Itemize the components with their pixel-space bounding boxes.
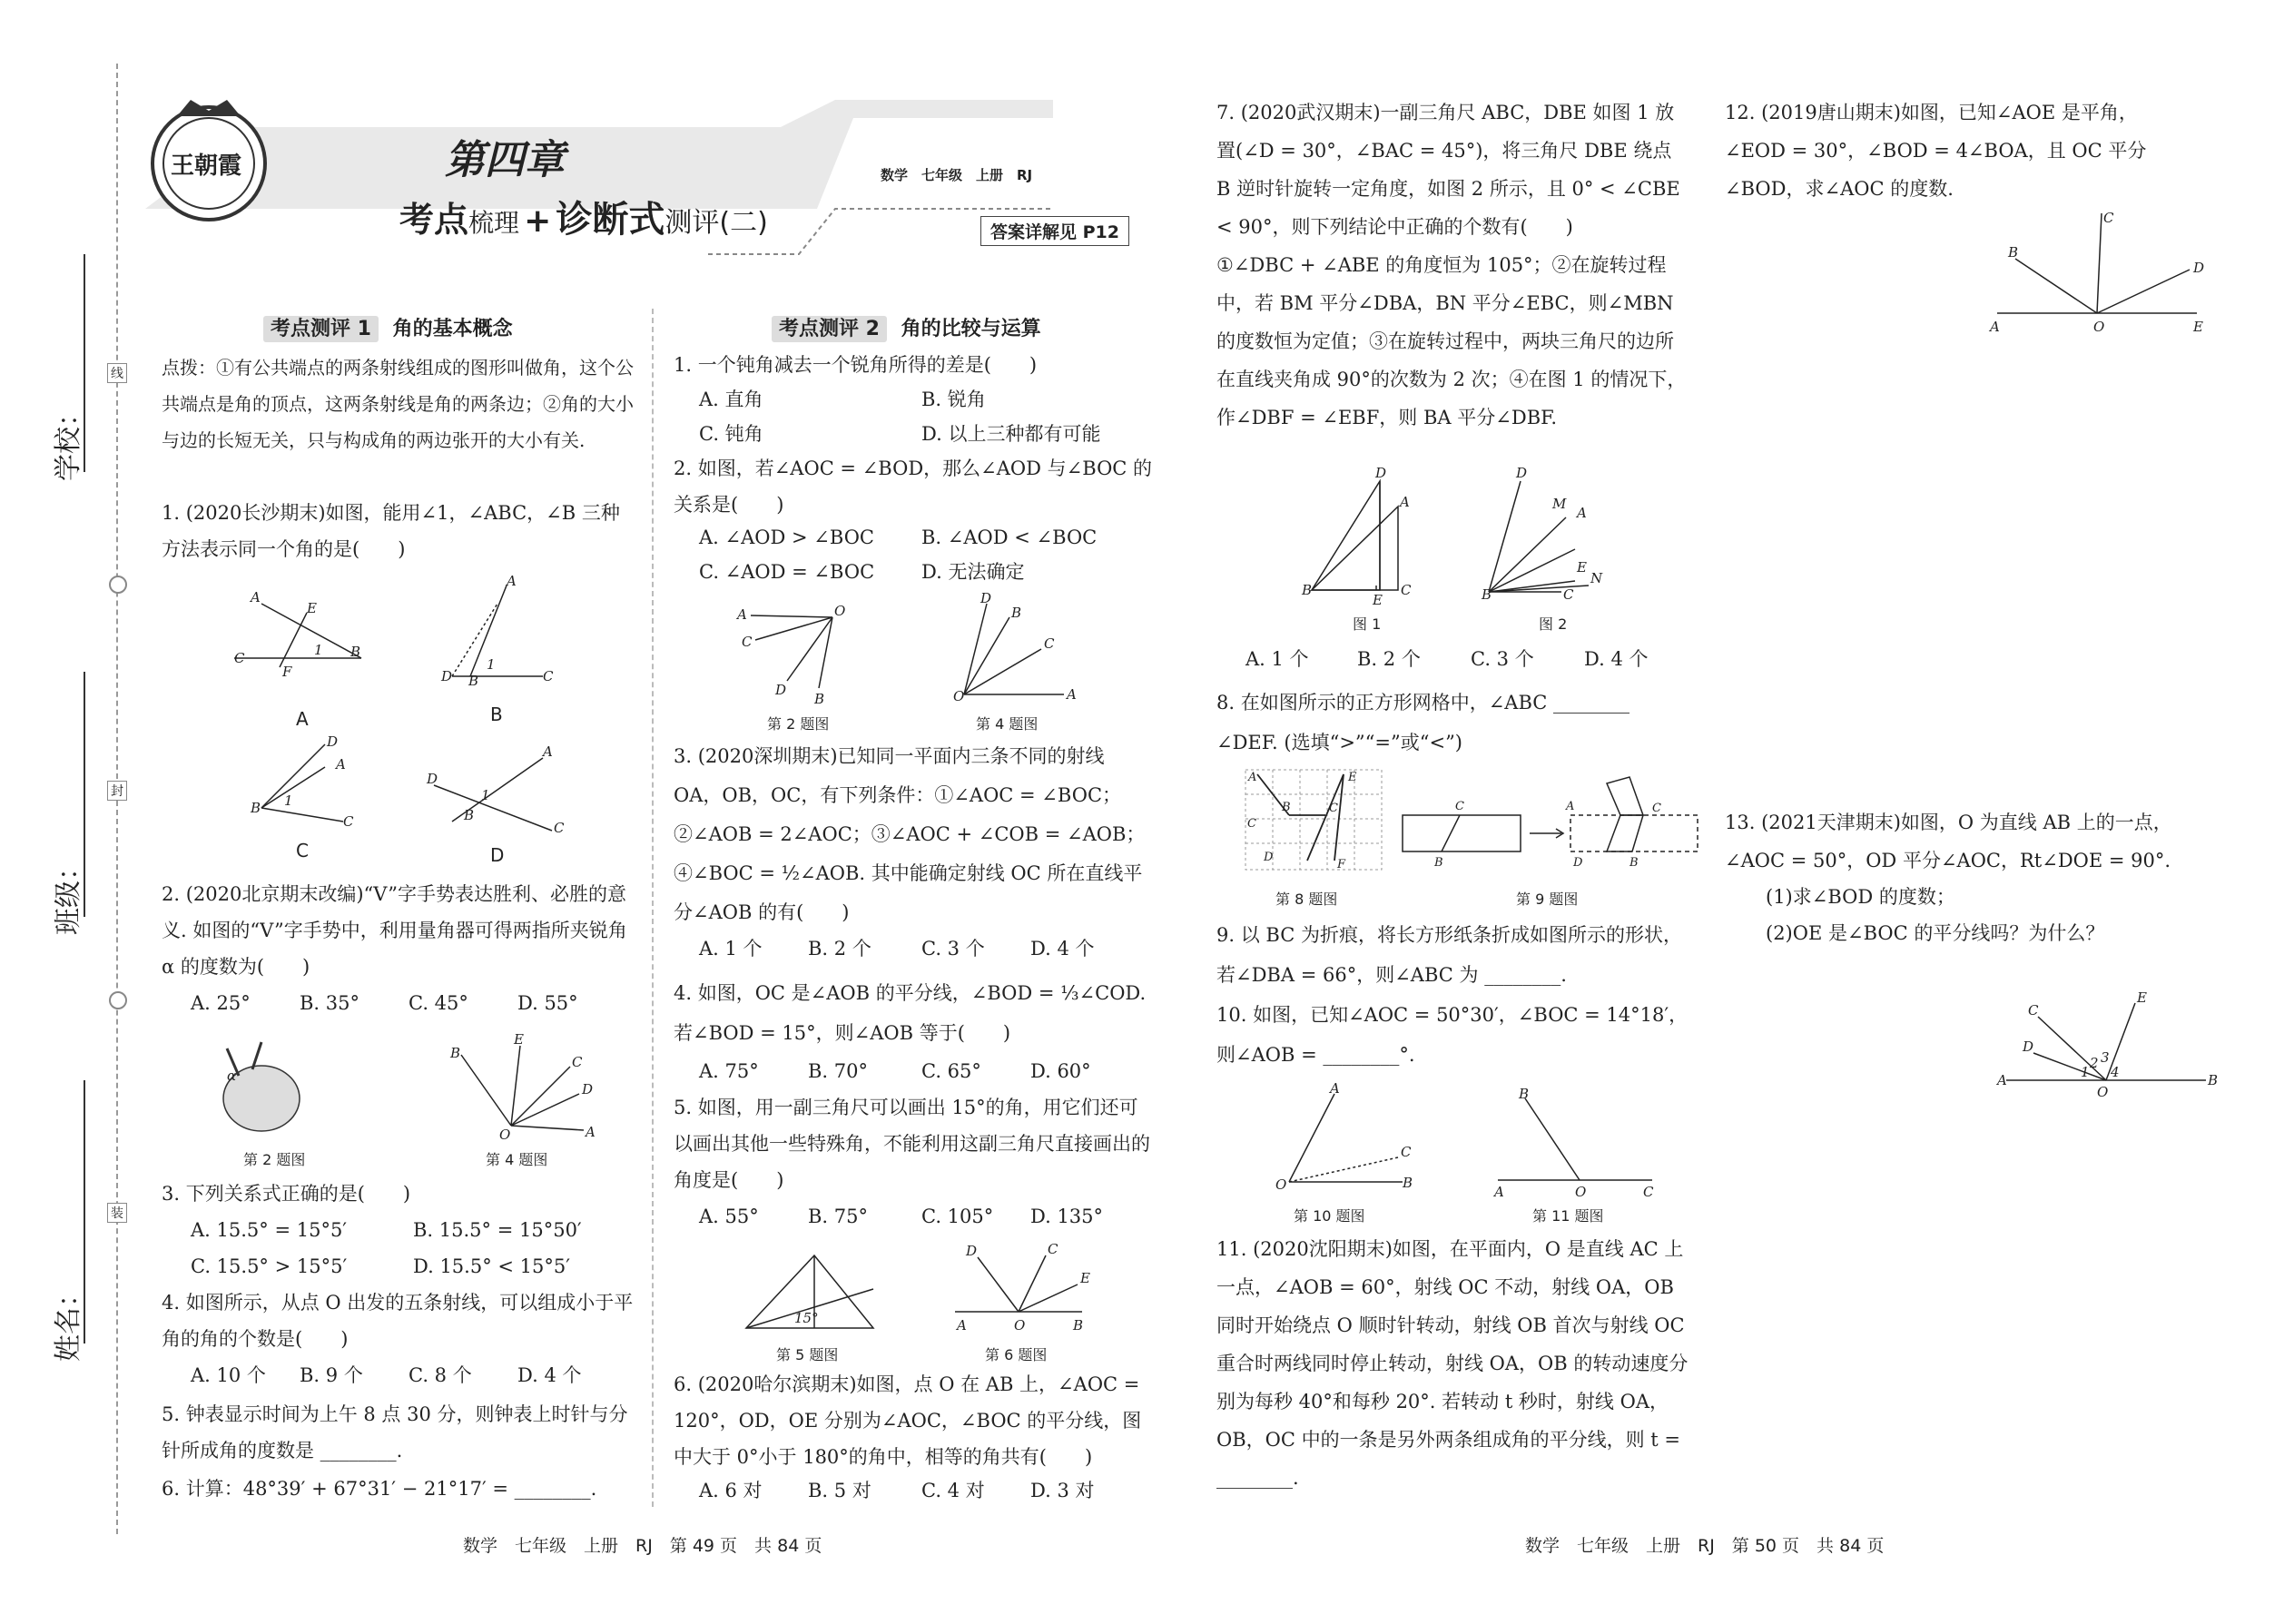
r-question-10: 10. 如图，已知∠AOC = 50°30′，∠BOC = 14°18′，则∠AOB = ________°.	[1216, 1004, 1689, 1066]
s2-q2-q4-figures	[674, 590, 1155, 708]
svg-text:C: C	[1652, 802, 1661, 815]
svg-text:C: C	[1563, 586, 1574, 603]
r-q13-figure	[1988, 989, 2242, 1107]
r-question-13: 13. (2021天津期末)如图，O 为直线 AB 上的一点，∠AOC = 50°，OD 平分∠AOC，Rt∠DOE = 90°.	[1725, 812, 2172, 871]
s2-q6-option-c: C. 4 对	[921, 1480, 985, 1501]
svg-text:C: C	[742, 634, 753, 650]
r-question-9: 9. 以 BC 为折痕，将长方形纸条折成如图所示的形状，若∠DBA = 66°，则∠ABC 为 ________.	[1216, 924, 1682, 986]
svg-text:A: A	[543, 743, 553, 760]
page-footer-left: 数学 七年级 上册 RJ 第 49 页 共 84 页	[463, 1536, 822, 1556]
hole-icon	[109, 991, 127, 1009]
svg-text:O: O	[1275, 1176, 1287, 1193]
r-q7-option-c: C. 3 个	[1471, 648, 1534, 670]
svg-text:B: B	[1434, 856, 1443, 870]
r-q13-subquestion-2: (2)OE 是∠BOC 的平分线吗？为什么？	[1766, 922, 2105, 944]
s1-q4-option-d: D. 4 个	[517, 1364, 582, 1386]
s1-question-2: 2. (2020北京期末改编)“V”字手势表达胜利、必胜的意义. 如图的“V”字手势中，利用量角器可得两指所夹锐角 α 的度数为( )	[162, 883, 634, 978]
s2-q5-option-d: D. 135°	[1030, 1206, 1104, 1227]
svg-text:C: C	[543, 668, 554, 684]
s1-q2-option-c: C. 45°	[409, 992, 468, 1014]
s1-question-6: 6. 计算：48°39′ + 67°31′ − 21°17′ = ________.	[162, 1478, 597, 1500]
answer-ref: 答案详解见 P12	[980, 216, 1129, 246]
svg-text:A: A	[1577, 505, 1587, 521]
svg-text:A: A	[1566, 800, 1575, 813]
svg-text:C: C	[1247, 817, 1256, 831]
s2-q3-option-c: C. 3 个	[921, 938, 985, 960]
s2-q5-q6-figures	[674, 1239, 1155, 1339]
svg-text:4: 4	[2111, 1064, 2120, 1080]
s2-q5-caption: 第 5 题图	[776, 1346, 839, 1363]
s1-q2-caption: 第 2 题图	[243, 1151, 306, 1168]
svg-text:B: B	[1282, 801, 1291, 814]
svg-text:α: α	[227, 1068, 237, 1084]
svg-text:D: D	[1516, 465, 1528, 481]
s2-q4-option-d: D. 60°	[1030, 1060, 1091, 1082]
s1-q1-label-a: A	[296, 708, 309, 730]
svg-text:A: A	[1248, 771, 1257, 784]
r-q13-subquestion-1: (1)求∠BOD 的度数；	[1766, 886, 1955, 908]
section2-heading: 角的比较与运算	[901, 318, 1041, 340]
svg-text:D: D	[427, 771, 438, 787]
r-q11-caption: 第 11 题图	[1532, 1207, 1604, 1225]
section1-tag: 考点测评 1	[263, 316, 379, 342]
name-line	[84, 1080, 85, 1343]
svg-text:C: C	[1643, 1184, 1654, 1200]
r-q8-caption: 第 8 题图	[1275, 891, 1338, 908]
svg-text:1: 1	[487, 656, 496, 673]
name-label: 姓名：	[53, 1280, 84, 1362]
svg-text:E: E	[1577, 559, 1587, 576]
s1-q4-caption: 第 4 题图	[486, 1151, 548, 1168]
svg-text:B: B	[1482, 586, 1492, 603]
svg-text:O: O	[834, 603, 846, 619]
section2-tag: 考点测评 2	[772, 316, 887, 342]
s2-q2-option-d: D. 无法确定	[921, 561, 1025, 583]
s2-q3-option-b: B. 2 个	[808, 938, 871, 960]
s1-question-4: 4. 如图所示，从点 O 出发的五条射线，可以组成小于平角的角的个数是( )	[162, 1292, 634, 1350]
hole-icon	[109, 576, 127, 594]
s2-q6-option-d: D. 3 对	[1030, 1480, 1095, 1501]
s1-q2-option-b: B. 35°	[300, 992, 360, 1014]
s1-q2-q4-figures	[162, 1026, 634, 1144]
svg-text:A: A	[251, 589, 261, 605]
section1-tip: 点拨：①有公共端点的两条射线组成的图形叫做角，这个公共端点是角的顶点，这两条射线是角的两条边；②角的大小与边的长短无关，只与构成角的两边张开的大小有关.	[162, 357, 634, 451]
s2-question-3: 3. (2020深圳期末)已知同一平面内三条不同的射线 OA，OB，OC，有下列条件：①∠AOC = ∠BOC；②∠AOB = 2∠AOC；③∠AOC + ∠COB = ∠AOB；④∠BOC = ½∠AOB. 其中能确定射线 OC 所在直线平分∠AOB 的有( )	[674, 745, 1146, 923]
r-q7-option-d: D. 4 个	[1584, 648, 1649, 670]
seal-box-3: 装	[107, 1203, 127, 1223]
svg-text:C: C	[1048, 1241, 1058, 1257]
r-question-12: 12. (2019唐山期末)如图，已知∠AOE 是平角，∠EOD = 30°，∠BOD = 4∠BOA，且 OC 平分∠BOD，求∠AOC 的度数.	[1725, 102, 2147, 200]
s2-q1-option-c: C. 钝角	[699, 423, 763, 445]
svg-text:1: 1	[284, 792, 293, 809]
s2-q1-option-d: D. 以上三种都有可能	[921, 423, 1101, 445]
s2-q6-caption: 第 6 题图	[985, 1346, 1048, 1363]
svg-text:B: B	[468, 673, 479, 689]
svg-text:D: D	[775, 682, 787, 698]
school-line	[84, 254, 85, 472]
s1-q3-option-c: C. 15.5° > 15°5′	[191, 1255, 348, 1277]
s1-q4-option-a: A. 10 个	[191, 1364, 266, 1386]
r-q7-option-a: A. 1 个	[1245, 648, 1309, 670]
r-q7-figures	[1216, 463, 1689, 608]
s1-q1-figures	[162, 567, 634, 867]
class-label: 班级：	[53, 853, 84, 935]
svg-text:B: B	[1519, 1086, 1530, 1102]
s1-q3-option-a: A. 15.5° = 15°5′	[191, 1219, 348, 1241]
s2-q4-option-b: B. 70°	[808, 1060, 869, 1082]
grade-tag: 数学 七年级 上册 RJ	[881, 167, 1033, 183]
r-q12-figure	[1979, 204, 2269, 349]
svg-text:C: C	[1401, 582, 1412, 598]
svg-text:O: O	[499, 1127, 511, 1143]
s2-question-5: 5. 如图，用一副三角尺可以画出 15°的角，用它们还可以画出其他一些特殊角，不能利用这副三角尺直接画出的角度是( )	[674, 1097, 1150, 1191]
s2-q3-option-d: D. 4 个	[1030, 938, 1095, 960]
svg-text:2: 2	[2090, 1055, 2099, 1071]
r-q7-caption-1: 图 1	[1353, 615, 1382, 633]
s2-q1-option-b: B. 锐角	[921, 389, 986, 410]
svg-text:A: A	[1067, 686, 1077, 703]
s2-q2-option-a: A. ∠AOD > ∠BOC	[699, 527, 874, 548]
page-footer-right: 数学 七年级 上册 RJ 第 50 页 共 84 页	[1525, 1536, 1885, 1556]
svg-text:A: A	[1990, 319, 2000, 335]
svg-text:C: C	[554, 820, 565, 836]
svg-text:C: C	[343, 813, 354, 830]
v-sign-hand-icon	[223, 1042, 300, 1131]
svg-text:15°: 15°	[794, 1310, 819, 1326]
s2-question-4: 4. 如图，OC 是∠AOB 的平分线，∠BOD = ⅓∠COD. 若∠BOD = 15°，则∠AOB 等于( )	[674, 982, 1152, 1044]
svg-text:D: D	[2193, 260, 2205, 276]
r-q7-caption-2: 图 2	[1539, 615, 1568, 633]
svg-text:O: O	[2093, 319, 2105, 335]
s1-question-5: 5. 钟表显示时间为上午 8 点 30 分，则钟表上时针与分针所成角的度数是 ________.	[162, 1403, 628, 1462]
section1-heading: 角的基本概念	[392, 318, 513, 340]
svg-text:A: A	[1330, 1080, 1340, 1097]
s2-q6-option-b: B. 5 对	[808, 1480, 871, 1501]
svg-text:3: 3	[2101, 1049, 2110, 1066]
s2-q5-option-b: B. 75°	[808, 1206, 869, 1227]
svg-text:B: B	[814, 691, 825, 707]
svg-text:A: A	[586, 1124, 596, 1140]
seal-box-1: 线	[107, 363, 127, 383]
svg-text:B: B	[1403, 1175, 1413, 1191]
s1-q2-option-d: D. 55°	[517, 992, 578, 1014]
svg-text:B: B	[464, 807, 475, 823]
s2-q6-option-a: A. 6 对	[699, 1480, 763, 1501]
binding-margin	[0, 0, 127, 1543]
svg-text:A: A	[507, 573, 517, 589]
s1-q3-option-b: B. 15.5° = 15°50′	[413, 1219, 582, 1241]
s1-q1-label-b: B	[490, 704, 503, 725]
svg-text:D: D	[1264, 851, 1274, 864]
s1-question-3: 3. 下列关系式正确的是( )	[162, 1183, 411, 1205]
s1-q1-label-d: D	[490, 844, 505, 866]
r-q10-caption: 第 10 题图	[1294, 1207, 1365, 1225]
svg-text:1: 1	[481, 787, 490, 803]
svg-text:O: O	[2097, 1084, 2109, 1100]
svg-text:A: A	[737, 606, 747, 623]
svg-text:1: 1	[314, 642, 323, 658]
svg-text:F: F	[282, 664, 292, 680]
class-line	[84, 672, 85, 917]
svg-text:E: E	[1080, 1270, 1090, 1286]
s1-q1-label-c: C	[296, 840, 309, 861]
svg-text:C: C	[2103, 210, 2114, 226]
s1-q4-option-b: B. 9 个	[300, 1364, 363, 1386]
s2-q2-caption: 第 2 题图	[767, 715, 830, 733]
s2-question-6: 6. (2020哈尔滨期末)如图，点 O 在 AB 上，∠AOC = 120°，OD，OE 分别为∠AOC，∠BOC 的平分线，图中大于 0°小于 180°的角中，相等的角共有( )	[674, 1373, 1147, 1468]
s2-q5-option-c: C. 105°	[921, 1206, 994, 1227]
svg-text:C: C	[1044, 635, 1055, 652]
column-divider	[652, 309, 654, 1507]
svg-text:E: E	[1348, 771, 1357, 784]
svg-text:A: A	[1400, 494, 1410, 510]
svg-text:D: D	[2023, 1038, 2034, 1055]
chapter-title: 第四章	[445, 137, 565, 183]
svg-text:D: D	[441, 668, 453, 684]
svg-text:B: B	[1073, 1317, 1084, 1334]
svg-text:O: O	[953, 688, 965, 704]
svg-text:C: C	[234, 650, 245, 666]
svg-text:1: 1	[2081, 1064, 2090, 1080]
s2-question-1: 1. 一个钝角减去一个锐角所得的差是( )	[674, 354, 1038, 376]
s2-q4-option-c: C. 65°	[921, 1060, 981, 1082]
section2-title	[772, 313, 1041, 341]
svg-text:A: A	[1494, 1184, 1504, 1200]
svg-text:E: E	[2193, 319, 2203, 335]
svg-text:B: B	[1629, 856, 1639, 870]
svg-text:B: B	[251, 800, 261, 816]
svg-text:D: D	[1375, 465, 1387, 481]
svg-text:C: C	[1455, 800, 1464, 813]
s1-question-1: 1. (2020长沙期末)如图，能用∠1，∠ABC，∠B 三种方法表示同一个角的是( )	[162, 502, 620, 560]
svg-text:B: B	[2008, 244, 2019, 261]
svg-text:C: C	[1329, 802, 1338, 815]
s2-q4-option-a: A. 75°	[699, 1060, 759, 1082]
svg-text:C: C	[2028, 1002, 2039, 1019]
svg-text:C: C	[1401, 1144, 1412, 1160]
r-q10-q11-figures	[1216, 1080, 1689, 1198]
svg-text:D: D	[327, 733, 339, 750]
svg-text:N: N	[1590, 570, 1603, 586]
r-q8-q9-figures	[1216, 761, 1689, 879]
svg-text:A: A	[957, 1317, 967, 1334]
svg-text:D: D	[980, 590, 992, 606]
svg-text:O: O	[1575, 1184, 1587, 1200]
svg-text:E: E	[1373, 592, 1383, 608]
s2-q3-option-a: A. 1 个	[699, 938, 763, 960]
r-question-11: 11. (2020沈阳期末)如图，在平面内，O 是直线 AC 上一点，∠AOB = 60°，射线 OC 不动，射线 OA，OB 同时开始绕点 O 顺时针转动，射线 OB 首次与射线 OC 重合时两线同时停止转动，射线 OA，OB 的转动速度分别为每秒 40°和每秒 20°. 若转动 t 秒时，射线 OA，OB，OC 中的一条是另外两条组成角的平分线，则 t = ________.	[1216, 1238, 1691, 1489]
svg-text:B: B	[1302, 582, 1313, 598]
svg-text:M: M	[1552, 496, 1567, 512]
s2-q4-caption: 第 4 题图	[976, 715, 1039, 733]
r-question-8: 8. 在如图所示的正方形网格中，∠ABC ________ ∠DEF. (选填“>”“=”或“<”)	[1216, 692, 1636, 753]
s2-question-2: 2. 如图，若∠AOC = ∠BOD，那么∠AOD 与∠BOC 的关系是( )	[674, 458, 1153, 516]
s1-q2-option-a: A. 25°	[191, 992, 251, 1014]
svg-text:F: F	[1337, 858, 1346, 871]
s1-q4-option-c: C. 8 个	[409, 1364, 472, 1386]
s2-q2-option-b: B. ∠AOD < ∠BOC	[921, 527, 1098, 548]
r-question-7: 7. (2020武汉期末)一副三角尺 ABC，DBE 如图 1 放置(∠D = 30°，∠BAC = 45°)，将三角尺 DBE 绕点 B 逆时针旋转一定角度，如图 2 所示，且 0° < ∠CBE < 90°，则下列结论中正确的个数有( ) ①∠DBC + ∠ABE 的角度恒为 105°；②在旋转过程中，若 BM 平分∠DBA，BN 平分∠EBC，则∠MBN 的度数恒为定值；③在旋转过程中，两块三角尺的边所在直线夹角成 90°的次数为 2 次；④在图 1 的情况下，作∠DBF = ∠EBF，则 BA 平分∠DBF.	[1216, 102, 1687, 428]
r-q9-caption: 第 9 题图	[1516, 891, 1579, 908]
svg-text:E: E	[2137, 989, 2147, 1006]
s2-q5-option-a: A. 55°	[699, 1206, 759, 1227]
svg-text:E: E	[307, 600, 317, 616]
s2-q2-option-c: C. ∠AOD = ∠BOC	[699, 561, 875, 583]
svg-text:B: B	[1011, 605, 1022, 621]
s1-q3-option-d: D. 15.5° < 15°5′	[413, 1255, 570, 1277]
svg-text:B: B	[350, 644, 361, 660]
r-q7-option-b: B. 2 个	[1357, 648, 1421, 670]
page-title: 考点梳理 + 诊断式测评(二)	[399, 199, 768, 241]
svg-text:D: D	[966, 1243, 978, 1259]
svg-text:A: A	[336, 756, 346, 773]
svg-text:D: D	[582, 1081, 594, 1097]
svg-text:O: O	[1014, 1317, 1026, 1334]
school-label: 学校：	[53, 399, 84, 481]
svg-text:B: B	[450, 1045, 461, 1061]
header-banner	[145, 73, 1162, 263]
svg-text:B: B	[2208, 1072, 2219, 1088]
logo-text: 王朝霞	[171, 153, 242, 180]
seal-box-2: 封	[107, 781, 127, 801]
s2-q1-option-a: A. 直角	[699, 389, 763, 410]
section1-title	[263, 313, 513, 341]
svg-text:C: C	[572, 1054, 583, 1070]
svg-text:D: D	[1573, 856, 1583, 870]
svg-text:E: E	[514, 1031, 524, 1048]
svg-text:A: A	[1997, 1072, 2007, 1088]
